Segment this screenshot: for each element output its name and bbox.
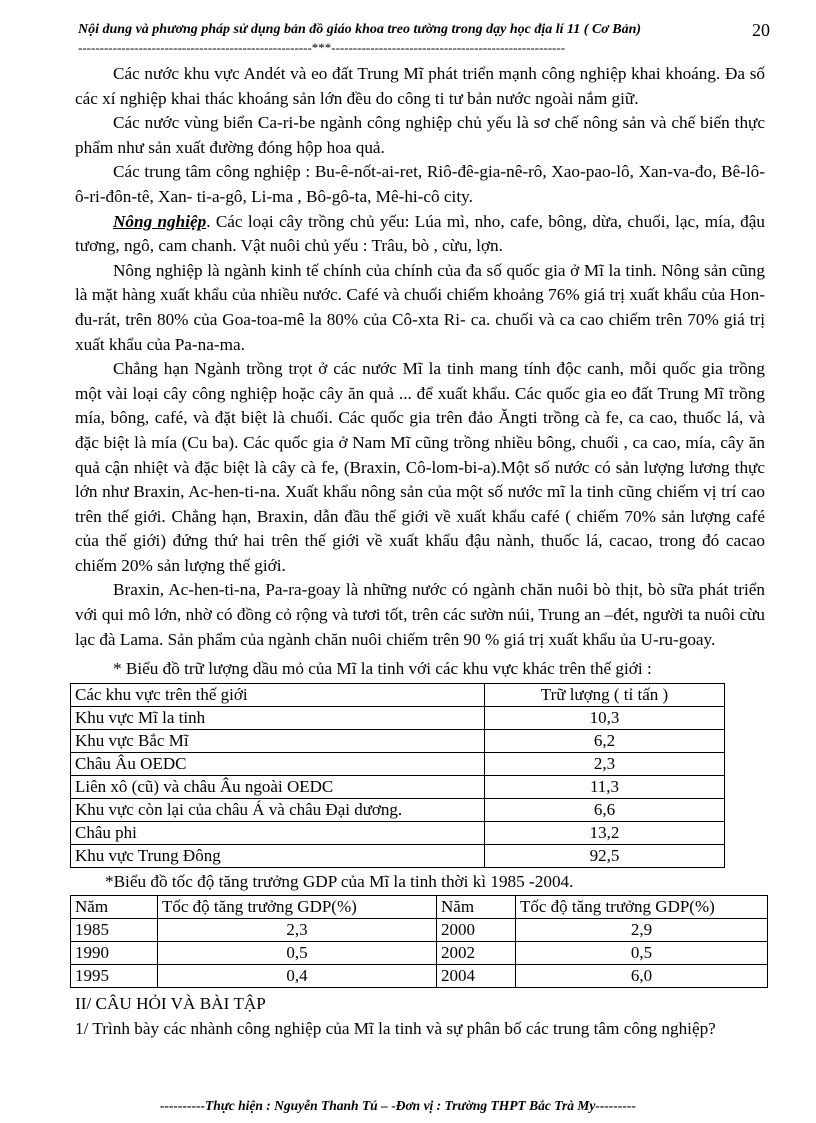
agriculture-text: . Các loại cây trồng chủ yếu: Lúa mì, nho, cafe, bông, dừa, chuối, lạc, mía, đậu tương, ngô, cam chanh. Vật nuôi chủ yếu : Trâu, bò , cừu, lợn.: [75, 211, 766, 256]
paragraph-agriculture-economy: Nông nghiệp là ngành kinh tế chính của chính của đa số quốc gia ở Mĩ la tinh. Nông sản cũng là mặt hàng xuất khẩu của nhiều nước. Café và chuối chiếm khoảng 76% giá trị xuất khẩu của Hon-đu-rát, trên 80% của Goa-toa-mê la 80% của Cô-xta Ri- ca. chuối và ca cao chiếm trên 70% giá trị xuất khẩu của Pa-na-ma.: [75, 260, 765, 354]
region-cell: Châu Âu OEDC: [71, 753, 485, 776]
paragraph-agriculture-intro: [75, 210, 765, 259]
page-number: 20: [752, 20, 770, 40]
paragraph-mining: Các nước khu vực Andét và eo đất Trung Mĩ phát triển mạnh công nghiệp khai khoáng. Đa số các xí nghiệp khai thác khoáng sản lớn đều do công ti tư bản nước ngoài nắm giữ.: [75, 64, 765, 108]
growth-cell: 0,4: [158, 965, 437, 988]
gdp-growth-table: [70, 895, 768, 988]
reserves-cell: 10,3: [485, 707, 725, 730]
reserves-cell: 13,2: [485, 822, 725, 845]
growth-cell: 0,5: [158, 942, 437, 965]
page-footer: ----------Thực hiện : Nguyễn Thanh Tú – -Đơn vị : Trường THPT Bắc Trà My---------: [160, 1098, 636, 1113]
reserves-cell: 6,2: [485, 730, 725, 753]
header-cell-growth: Tốc độ tăng trưởng GDP(%): [158, 896, 437, 919]
region-cell: Khu vực Trung Đông: [71, 845, 485, 868]
header-cell-year: Năm: [71, 896, 158, 919]
growth-cell: 2,3: [158, 919, 437, 942]
growth-cell: 6,0: [516, 965, 768, 988]
region-cell: Khu vực Mĩ la tinh: [71, 707, 485, 730]
table-row: [71, 965, 768, 988]
reserves-cell: 6,6: [485, 799, 725, 822]
region-cell: Châu phi: [71, 822, 485, 845]
table-row: [71, 799, 725, 822]
oil-reserves-caption: * Biểu đồ trữ lượng dầu mỏ của Mĩ la tinh với các khu vực khác trên thế giới :: [113, 659, 652, 678]
region-cell: Khu vực Bắc Mĩ: [71, 730, 485, 753]
oil-reserves-table: [70, 683, 725, 868]
table-row: [71, 707, 725, 730]
header-cell-growth: Tốc độ tăng trưởng GDP(%): [516, 896, 768, 919]
table-header-row: [71, 896, 768, 919]
region-cell: Liên xô (cũ) và châu Âu ngoài OEDC: [71, 776, 485, 799]
table-header-row: [71, 684, 725, 707]
header-separator: ------------------------------------------------------***------------------------------------------------------: [78, 40, 566, 55]
agriculture-label: Nông nghiệp: [113, 211, 207, 231]
year-cell: 2000: [437, 919, 516, 942]
year-cell: 2004: [437, 965, 516, 988]
paragraph-livestock: Braxin, Ac-hen-ti-na, Pa-ra-goay là những nước có ngành chăn nuôi bò thịt, bò sữa phát triển với qui mô lớn, nhờ có đồng cỏ rộng và tươi tốt, trên các sườn núi, Trung an –đét, người ta nuôi cừu lạc đà Lama. Sản phẩm của ngành chăn nuôi chiếm trên 90 % giá trị xuất khẩu ủa U-ru-goay.: [75, 580, 765, 649]
question-1: 1/ Trình bày các nhành công nghiệp của Mĩ la tinh và sự phân bố các trung tâm công nghiệp?: [75, 1019, 716, 1038]
page-header: [78, 22, 768, 42]
paragraph-crops: Chẳng hạn Ngành trồng trọt ở các nước Mĩ la tinh mang tính độc canh, mỗi quốc gia trồng một vài loại cây công nghiệp hoặc cây ăn quả ... để xuất khẩu. Các quốc gia eo đất Trung Mĩ trồng mía, bông, café, và đặt biệt là chuối. Các quốc gia trên đảo Ăngti trồng cà fe, ca cao, thuốc lá, và đặc biệt là mía (Cu ba). Các quốc gia ở Nam Mĩ cũng trồng nhiều bông, chuối , ca cao, mía, cây ăn quả cận nhiệt và đặc biệt là cây cà fe, (Braxin, Cô-lom-bi-a).Một số nước có sản lượng lương thực lớn như Braxin, Ac-hen-ti-na. Xuất khẩu nông sản của một số nước mĩ la tinh cũng chiếm vị trí cao trên thế giới. Chẳng hạn, Braxin, dẫn đầu thế giới về xuất khẩu café ( chiếm 70% sản lượng café của thế giới) đứng thứ hai trên thế giới về xuất khẩu đậu nành, thuốc lá, cacao, trong đó cacao chiếm 20% sản lượng thế giới.: [75, 359, 765, 575]
growth-cell: 0,5: [516, 942, 768, 965]
header-cell-region: Các khu vực trên thế giới: [71, 684, 485, 707]
reserves-cell: 11,3: [485, 776, 725, 799]
table-row: [71, 942, 768, 965]
gdp-growth-caption: *Biểu đồ tốc độ tăng trưởng GDP của Mĩ la tinh thời kì 1985 -2004.: [105, 872, 574, 891]
year-cell: 2002: [437, 942, 516, 965]
table-row: [71, 730, 725, 753]
year-cell: 1995: [71, 965, 158, 988]
header-cell-reserves: Trữ lượng ( tỉ tấn ): [485, 684, 725, 707]
table-row: [71, 822, 725, 845]
reserves-cell: 2,3: [485, 753, 725, 776]
table-row: [71, 919, 768, 942]
reserves-cell: 92,5: [485, 845, 725, 868]
region-cell: Khu vực còn lại của châu Á và châu Đại dương.: [71, 799, 485, 822]
growth-cell: 2,9: [516, 919, 768, 942]
table-row: [71, 776, 725, 799]
table-row: [71, 753, 725, 776]
table-row: [71, 845, 725, 868]
header-title: Nội dung và phương pháp sử dụng bản đồ giáo khoa treo tường trong dạy học địa lí 11 ( Cơ Bản): [78, 22, 642, 37]
header-cell-year: Năm: [437, 896, 516, 919]
year-cell: 1990: [71, 942, 158, 965]
body-text: [75, 62, 765, 652]
year-cell: 1985: [71, 919, 158, 942]
paragraph-caribbean: Các nước vùng biển Ca-ri-be ngành công nghiệp chủ yếu là sơ chế nông sản và chế biến thực phẩm như sản xuất đường đóng hộp hoa quả.: [75, 113, 765, 157]
section-title: II/ CÂU HỎI VÀ BÀI TẬP: [75, 994, 266, 1013]
paragraph-industrial-centers: Các trung tâm công nghiệp : Bu-ê-nốt-ai-ret, Riô-đê-gia-nê-rô, Xao-pao-lô, Xan-va-đo, Bê-lô-ô-ri-đôn-tê, Xan- ti-a-gô, Li-ma , Bô-gô-ta, Mê-hi-cô city.: [75, 162, 765, 206]
